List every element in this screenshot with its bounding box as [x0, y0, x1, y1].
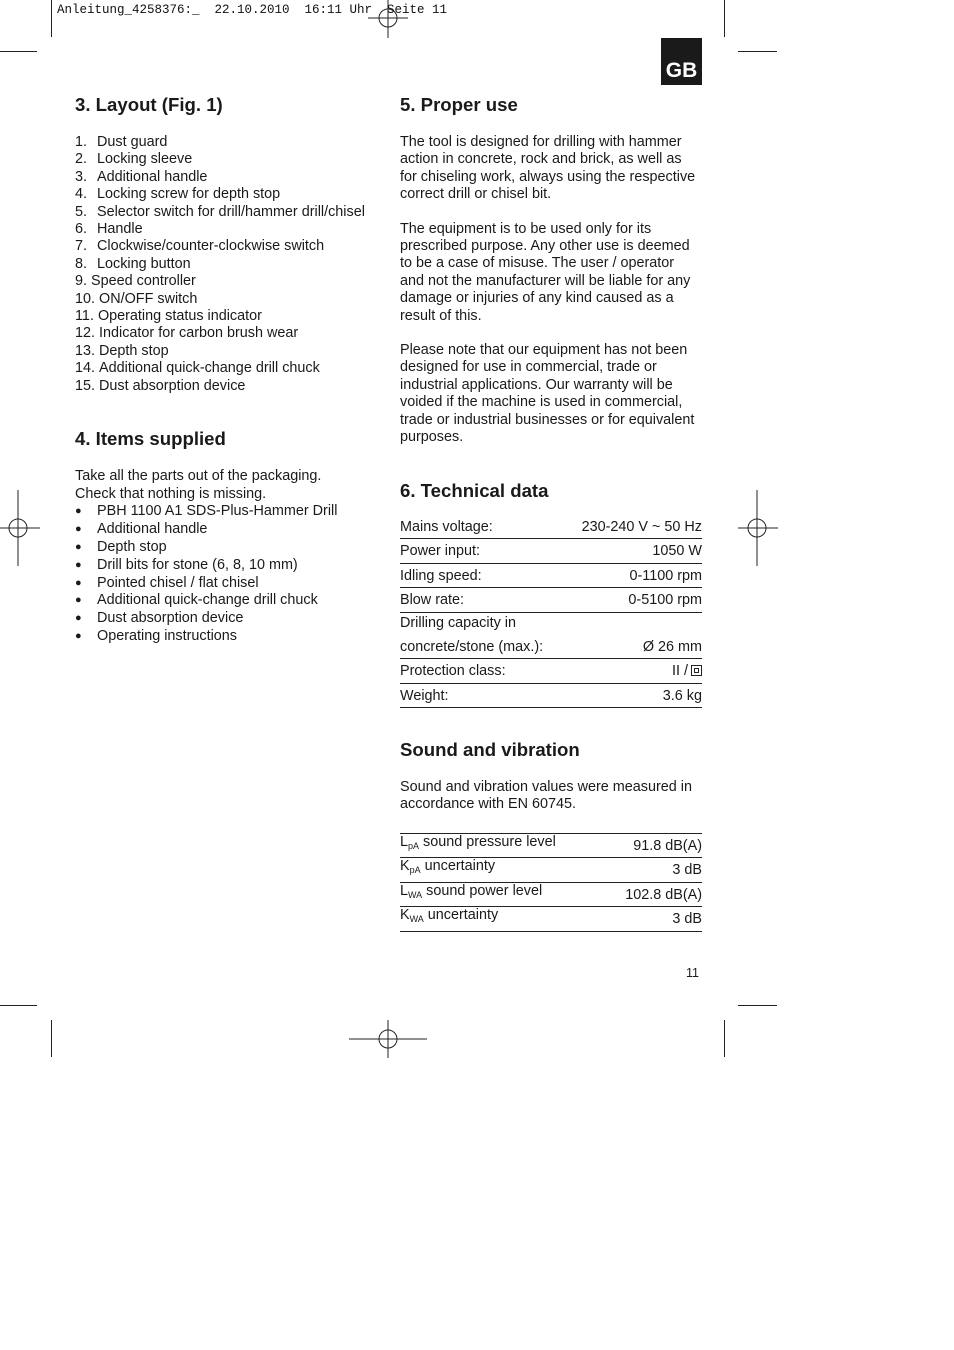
layout-list	[75, 134, 375, 395]
sound-heading: Sound and vibration	[400, 739, 580, 760]
list-item: 4. Locking screw for depth stop	[75, 186, 281, 203]
print-slug: Anleitung_4258376:_ 22.10.2010 16:11 Uhr Seite 11	[57, 3, 448, 17]
list-item: 7. Clockwise/counter-clockwise switch	[75, 238, 325, 255]
registration-mark-icon	[738, 490, 778, 566]
list-item: 13. Depth stop	[75, 342, 169, 359]
left-column	[75, 93, 375, 646]
protection-class-icon	[691, 665, 702, 676]
crop-mark	[0, 51, 37, 52]
table-row: Protection class: II /	[400, 659, 702, 684]
list-item: 15. Dust absorption device	[75, 377, 246, 394]
list-item: 12. Indicator for carbon brush wear	[75, 325, 299, 342]
table-row: $L_{WA}$ sound power level 102.8 dB(A)	[400, 882, 702, 907]
table-row: Power input: 1050 W	[400, 539, 702, 564]
list-item: ● Operating instructions	[75, 628, 237, 645]
language-badge: GB	[661, 38, 702, 85]
bullet-icon: ●	[75, 504, 82, 517]
crop-mark	[738, 51, 777, 52]
list-item: 5. Selector switch for drill/hammer drill/chisel	[75, 203, 365, 220]
bullet-icon: ●	[75, 576, 82, 589]
list-item: ● Drill bits for stone (6, 8, 10 mm)	[75, 556, 298, 573]
list-item: 14. Additional quick-change drill chuck	[75, 360, 320, 377]
table-row: $K_{WA}$ uncertainty 3 dB	[400, 907, 702, 932]
table-row: Blow rate: 0-5100 rpm	[400, 588, 702, 613]
proper-use-paragraph: The tool is designed for drilling with hammer action in concrete, rock and brick, as well as for chiseling work, always using the respective correct drill or chisel bit.	[400, 134, 696, 203]
items-supplied-intro: Take all the parts out of the packaging. Check that nothing is missing.	[75, 468, 322, 502]
proper-use-heading: 5. Proper use	[400, 94, 518, 115]
layout-heading: 3. Layout (Fig. 1)	[75, 94, 223, 115]
crop-mark	[51, 0, 52, 37]
crop-mark	[724, 0, 725, 37]
list-item: 8. Locking button	[75, 255, 191, 272]
sound-intro: Sound and vibration values were measured in accordance with EN 60745.	[400, 779, 692, 813]
bullet-icon: ●	[75, 558, 82, 571]
bullet-icon: ●	[75, 540, 82, 553]
crop-mark	[51, 1020, 52, 1057]
crop-mark	[724, 1020, 725, 1057]
technical-data-heading: 6. Technical data	[400, 479, 549, 501]
bullet-icon: ●	[75, 630, 82, 643]
proper-use-paragraph: The equipment is to be used only for its prescribed purpose. Any other use is deemed to be a case of misuse. The user / operator and not the manufacturer will be liable for any damage or injuries of any kind caused as a result of this.	[400, 220, 691, 324]
page-number: 11	[686, 966, 699, 980]
bullet-icon: ●	[75, 594, 82, 607]
list-item: 9. Speed controller	[75, 273, 196, 290]
list-item: 2. Locking sleeve	[75, 151, 193, 168]
table-row: Idling speed: 0-1100 rpm	[400, 563, 702, 588]
list-item: 11. Operating status indicator	[75, 308, 262, 325]
list-item: 10. ON/OFF switch	[75, 290, 198, 307]
items-supplied-list	[75, 503, 375, 646]
crop-mark	[0, 1005, 37, 1006]
right-column	[400, 93, 702, 932]
table-row: $K_{pA}$ uncertainty 3 dB	[400, 858, 702, 883]
table-row: Weight: 3.6 kg	[400, 683, 702, 708]
crop-mark	[738, 1005, 777, 1006]
list-item: ● PBH 1100 A1 SDS-Plus-Hammer Drill	[75, 502, 338, 519]
items-supplied-heading: 4. Items supplied	[75, 428, 226, 450]
list-item: ● Additional handle	[75, 520, 208, 537]
list-item: 6. Handle	[75, 221, 143, 238]
registration-mark-icon	[349, 1020, 427, 1058]
list-item: ● Dust absorption device	[75, 610, 244, 627]
list-item: ● Pointed chisel / flat chisel	[75, 574, 259, 591]
list-item: ● Additional quick-change drill chuck	[75, 592, 318, 609]
list-item: 3. Additional handle	[75, 168, 208, 185]
bullet-icon: ●	[75, 522, 82, 535]
table-row: Mains voltage: 230-240 V ~ 50 Hz	[400, 515, 702, 539]
technical-data-table	[400, 515, 702, 709]
table-row: $L_{pA}$ sound pressure level 91.8 dB(A)	[400, 833, 702, 858]
bullet-icon: ●	[75, 612, 82, 625]
proper-use-paragraph: Please note that our equipment has not been designed for use in commercial, trade or industrial applications. Our warranty will be voided if the machine is used in commercial, trade or industrial businesses or for equivalent purposes.	[400, 342, 695, 446]
table-row: Drilling capacity in	[400, 615, 516, 632]
registration-mark-icon	[0, 490, 40, 566]
list-item: ● Depth stop	[75, 538, 167, 555]
table-row: concrete/stone (max.): Ø 26 mm	[400, 635, 702, 659]
sound-table	[400, 833, 702, 932]
list-item: 1. Dust guard	[75, 134, 168, 150]
